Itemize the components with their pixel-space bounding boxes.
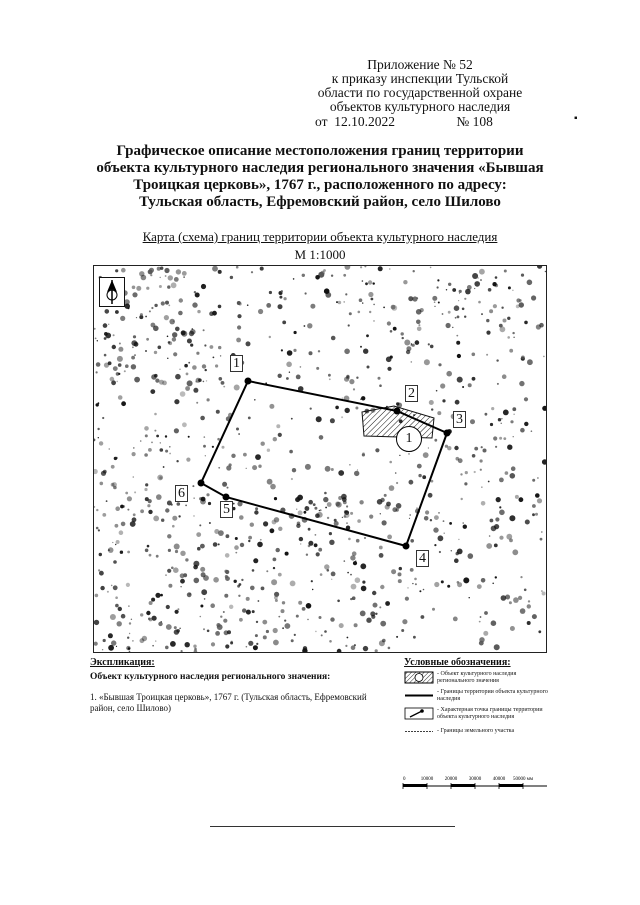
boundary-vertex-5 — [223, 494, 230, 501]
boundary-vertex-4 — [403, 543, 410, 550]
margin-mark: ▪ — [574, 113, 578, 124]
title-line: объекта культурного наследия регионального значения «Бывшая — [96, 160, 544, 176]
scale-tick-label: 20000 — [444, 777, 458, 782]
object-number-circle — [396, 426, 422, 452]
hatched-object-icon — [404, 671, 434, 684]
appendix-line: области по государственной охране — [317, 85, 523, 100]
parcel-line-icon — [404, 725, 434, 738]
map-title: Карта (схема) границ территории объекта культурного наследия — [142, 229, 498, 244]
point-label-1: 1 — [230, 355, 243, 372]
scale-tick-label: 30000 — [468, 777, 482, 782]
boundary-vertex-6 — [198, 480, 205, 487]
order-number: № 108 — [456, 114, 493, 129]
title-line: Графическое описание местоположения границ территории — [116, 143, 524, 159]
date-prefix: от — [315, 114, 328, 129]
order-date-line — [315, 114, 493, 130]
document-title — [60, 143, 580, 211]
point-label-6: 6 — [175, 485, 188, 502]
legend-row — [404, 688, 554, 703]
aerial-map — [94, 266, 546, 652]
boundary-vertex-3 — [444, 430, 451, 437]
legend-row — [404, 670, 554, 685]
legend — [404, 670, 554, 742]
explication-item: 1. «Бывшая Троицкая церковь», 1767 г. (Тульская область, Ефремовский район, село Шилово) — [90, 692, 367, 713]
scale-tick-label: 10000 — [420, 777, 434, 782]
title-line: Тульская область, Ефремовский район, село Шилово — [139, 194, 501, 210]
legend-text: - Характерная точка границы территории объекта культурного наследия — [437, 707, 543, 720]
map-frame — [93, 265, 547, 653]
legend-heading: Условные обозначения: — [404, 657, 511, 668]
appendix-block — [300, 58, 540, 114]
boundary-point-icon — [404, 707, 434, 720]
object-number: 1 — [405, 431, 413, 446]
point-label-5: 5 — [220, 501, 233, 518]
aerial-texture — [94, 266, 546, 652]
order-date: 12.10.2022 — [334, 114, 395, 129]
legend-row — [404, 706, 554, 721]
appendix-line: Приложение № 52 — [367, 57, 473, 72]
scale-bar — [400, 772, 550, 794]
point-label-2: 2 — [405, 385, 418, 402]
point-label-4: 4 — [416, 550, 429, 567]
boundary-vertex-1 — [245, 378, 252, 385]
scale-tick-label: 50000 мм — [512, 777, 534, 782]
map-scale: М 1:1000 — [294, 247, 346, 262]
legend-text: - Границы территории объекта культурного наследия — [437, 689, 548, 702]
explication-heading: Экспликация: — [90, 657, 155, 668]
bottom-rule — [210, 826, 455, 827]
boundary-vertex-2 — [394, 408, 401, 415]
north-arrow-icon — [99, 277, 125, 307]
boundary-line-icon — [404, 689, 434, 702]
appendix-line: к приказу инспекции Тульской — [331, 71, 509, 86]
point-label-3: 3 — [453, 411, 466, 428]
legend-row — [404, 724, 554, 739]
scale-tick-label: 0 — [403, 777, 406, 782]
scale-tick-label: 40000 — [492, 777, 506, 782]
legend-text: - Объект культурного наследия регионального значения — [437, 671, 517, 684]
title-line: Троицкая церковь», 1767 г., расположенного по адресу: — [133, 177, 507, 193]
legend-text: - Границы земельного участка — [437, 728, 515, 735]
explication-subheading: Объект культурного наследия регионального значения: — [90, 672, 331, 682]
appendix-line: объектов культурного наследия — [329, 99, 511, 114]
territory-boundary — [201, 381, 447, 546]
